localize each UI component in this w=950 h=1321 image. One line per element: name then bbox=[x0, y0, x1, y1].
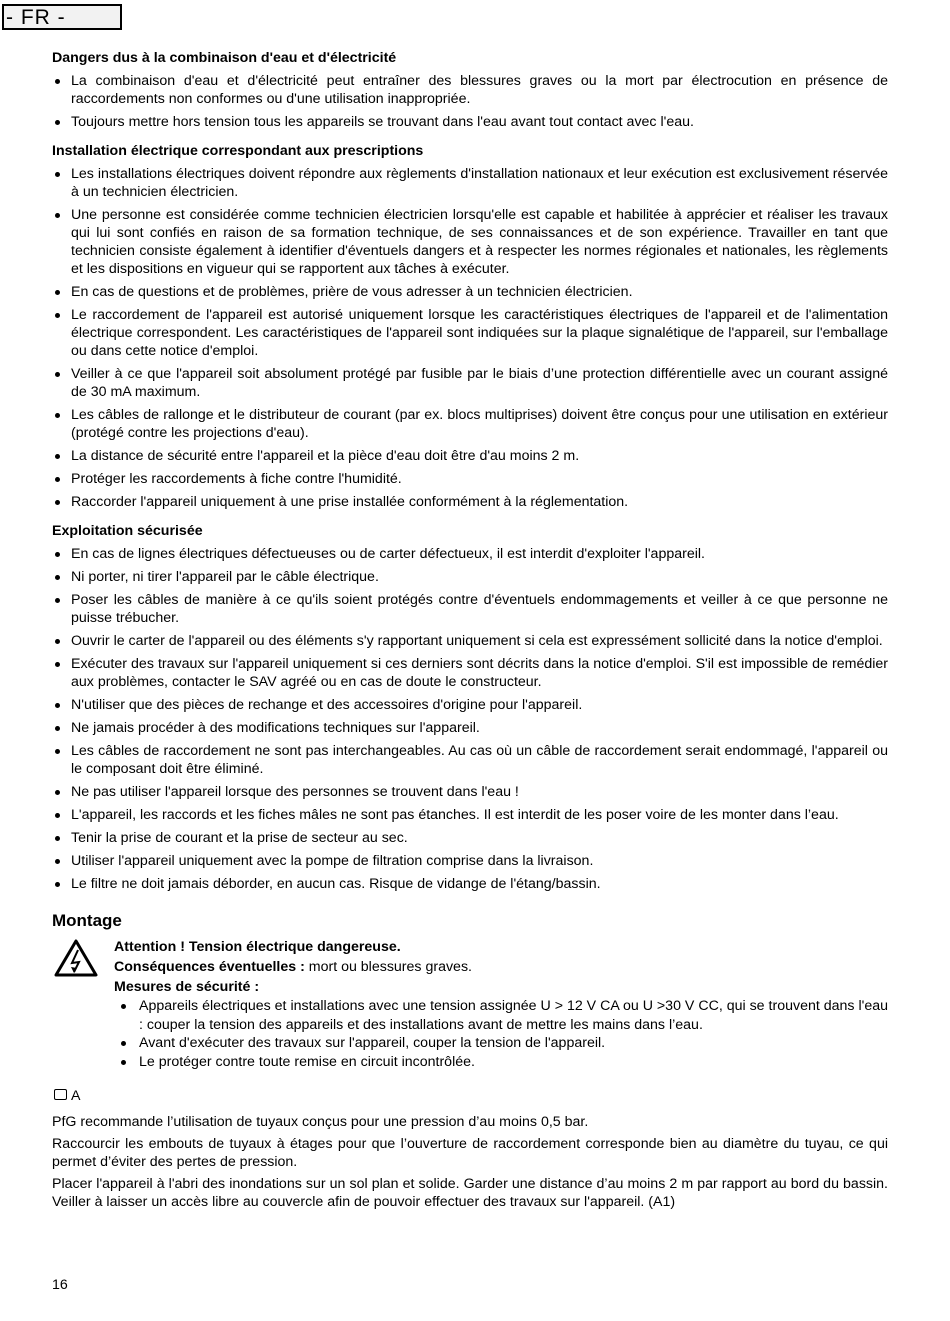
list-item: Le filtre ne doit jamais déborder, en aucun cas. Risque de vidange de l'étang/bassin. bbox=[52, 875, 888, 893]
list-item: Les câbles de rallonge et le distributeur de courant (par ex. blocs multiprises) doivent être conçus pour une utilisation en extérieur (protégé contre les projections d'eau). bbox=[52, 406, 888, 442]
list-item: Ne jamais procéder à des modifications techniques sur l'appareil. bbox=[52, 719, 888, 737]
list-item: Une personne est considérée comme technicien électricien lorsqu'elle est capable et habilitée à apprécier et réaliser les travaux qui lui sont confiés en raison de sa formation technique, de ses connaissances et de son expérience. Travailler en tant que technicien consiste également à identifier d'éventuels dangers et à respecter les normes régionales et nationales, les règlements et les dispositions en vigueur qui se rapportent aux tâches à exécuter. bbox=[52, 206, 888, 278]
list-item: Le protéger contre toute remise en circuit incontrôlée. bbox=[139, 1053, 888, 1072]
section-heading: Installation électrique correspondant aux prescriptions bbox=[52, 143, 424, 159]
list-item: Toujours mettre hors tension tous les appareils se trouvant dans l'eau avant tout contact avec l'eau. bbox=[52, 113, 888, 131]
list-item: Ne pas utiliser l'appareil lorsque des personnes se trouvent dans l'eau ! bbox=[52, 783, 888, 801]
paragraph: PfG recommande l’utilisation de tuyaux conçus pour une pression d’au moins 0,5 bar. bbox=[52, 1114, 589, 1130]
warning-consequences: Conséquences éventuelles : mort ou blessures graves. bbox=[114, 959, 472, 975]
list-item: En cas de questions et de problèmes, prière de vous adresser à un technicien électricien. bbox=[52, 283, 888, 301]
list-item: En cas de lignes électriques défectueuses ou de carter défectueux, il est interdit d'exploiter l'appareil. bbox=[52, 545, 888, 563]
list-item: Avant d'exécuter des travaux sur l'appareil, couper la tension de l'appareil. bbox=[139, 1034, 888, 1053]
figure-icon bbox=[54, 1089, 67, 1100]
list-item: Poser les câbles de manière à ce qu'ils soient protégés contre d'éventuels endommagements et veiller à ce que personne ne puisse trébucher. bbox=[52, 591, 888, 627]
list-item: Les installations électriques doivent répondre aux règlements d'installation nationaux et leur exécution est exclusivement réservée à un technicien électricien. bbox=[52, 165, 888, 201]
language-tag: - FR - bbox=[2, 4, 122, 30]
list-item: Protéger les raccordements à fiche contre l'humidité. bbox=[52, 470, 888, 488]
list-item: Veiller à ce que l'appareil soit absolument protégé par fusible par le biais d’une protection différentielle avec un courant assigné de 30 mA maximum. bbox=[52, 365, 888, 401]
section-safe-operation bbox=[52, 523, 888, 893]
section-heading: Dangers dus à la combinaison d'eau et d'électricité bbox=[52, 50, 397, 66]
section-water-electricity bbox=[52, 50, 888, 131]
warning-title: Attention ! Tension électrique dangereuse. bbox=[114, 939, 401, 955]
list-item: Ouvrir le carter de l'appareil ou des éléments s'y rapportant uniquement si cela est expressément sollicité dans la notice d'emploi. bbox=[52, 632, 888, 650]
section-electrical-installation bbox=[52, 143, 888, 511]
list-item: Ni porter, ni tirer l'appareil par le câble électrique. bbox=[52, 568, 888, 586]
list-item: La distance de sécurité entre l'appareil et la pièce d'eau doit être d'au moins 2 m. bbox=[52, 447, 888, 465]
list-item: Le raccordement de l'appareil est autorisé uniquement lorsque les caractéristiques électriques de l'appareil et de l'alimentation électrique correspondent. Les caractéristiques de l'appareil sont indiquées sur la plaque signalétique de l'appareil, sur l'emballage ou dans cette notice d'emploi. bbox=[52, 306, 888, 360]
figure-reference: A bbox=[54, 1087, 888, 1105]
list-item: Utiliser l'appareil uniquement avec la pompe de filtration comprise dans la livraison. bbox=[52, 852, 888, 870]
warning-block bbox=[52, 937, 888, 1071]
document-body bbox=[52, 50, 888, 1215]
list-item: Les câbles de raccordement ne sont pas interchangeables. Au cas où un câble de raccordement serait endommagé, l'appareil ou le composant doit être éliminé. bbox=[52, 742, 888, 778]
list-item: Exécuter des travaux sur l'appareil uniquement si ces derniers sont décrits dans la notice d'emploi. S'il est impossible de remédier aux problèmes, contacter le SAV agréé ou en cas de doute le constructeur. bbox=[52, 655, 888, 691]
list-item: Appareils électriques et installations avec une tension assignée U > 12 V CA ou U >30 V CC, qui se trouvent dans l'eau : couper la tension des appareils et des installations avant de mettre les mains dans l’eau. bbox=[139, 998, 888, 1033]
section-heading: Exploitation sécurisée bbox=[52, 523, 203, 539]
warning-measures-label: Mesures de sécurité : bbox=[114, 979, 260, 995]
list-item: Tenir la prise de courant et la prise de secteur au sec. bbox=[52, 829, 888, 847]
electric-hazard-icon bbox=[54, 939, 98, 977]
list-item: L'appareil, les raccords et les fiches mâles ne sont pas étanches. Il est interdit de les poser voire de les monter dans l’eau. bbox=[52, 806, 888, 824]
paragraph: Placer l'appareil à l'abri des inondations sur un sol plan et solide. Garder une distance d’au moins 2 m par rapport au bord du bassin. Veiller à laisser un accès libre au couvercle afin de pouvoir effectuer des travaux sur l'appareil. (A1) bbox=[52, 1176, 888, 1210]
list-item: La combinaison d'eau et d'électricité peut entraîner des blessures graves ou la mort par électrocution en présence de raccordements non conformes ou d'une utilisation inappropriée. bbox=[52, 72, 888, 108]
paragraph: Raccourcir les embouts de tuyaux à étages pour que l’ouverture de raccordement corresponde bien au diamètre du tuyau, ce qui permet d’éviter des pertes de pression. bbox=[52, 1136, 888, 1170]
list-item: N'utiliser que des pièces de rechange et des accessoires d'origine pour l'appareil. bbox=[52, 696, 888, 714]
page-number: 16 bbox=[52, 1277, 68, 1293]
safety-measures-list bbox=[114, 997, 888, 1071]
list-item: Raccorder l'appareil uniquement à une prise installée conformément à la réglementation. bbox=[52, 493, 888, 511]
montage-title: Montage bbox=[52, 911, 122, 930]
